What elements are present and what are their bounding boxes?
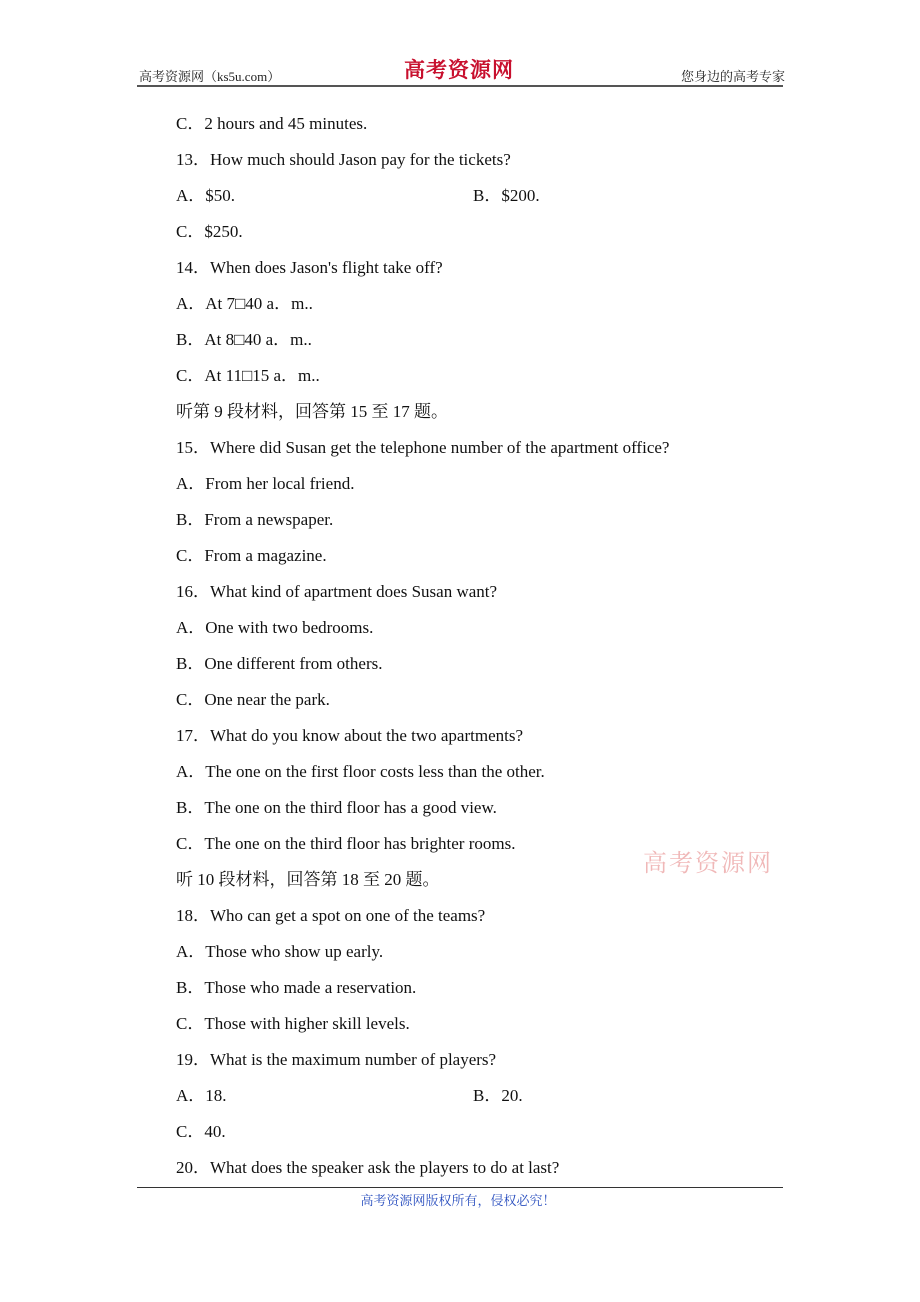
text-line <box>176 1014 410 1034</box>
line-text: A．At 7□40 a．m.. <box>176 294 313 313</box>
text-line <box>176 798 497 818</box>
line-text-column2: B．$200. <box>473 186 540 205</box>
text-line <box>176 870 440 890</box>
header-left: 高考资源网（ks5u.com） <box>139 69 281 84</box>
footer-divider <box>137 1187 783 1188</box>
text-line <box>176 510 333 530</box>
text-line <box>176 726 523 746</box>
line-text: 13．How much should Jason pay for the tickets? <box>176 150 511 169</box>
footer-text: 高考资源网版权所有，侵权必究！ <box>360 1193 556 1208</box>
text-line <box>176 834 515 854</box>
line-text: A．18. <box>176 1086 227 1105</box>
line-text: 15．Where did Susan get the telephone number of the apartment office? <box>176 438 670 457</box>
text-line <box>176 186 540 206</box>
text-line <box>176 942 383 962</box>
header-right: 您身边的高考专家 <box>680 69 785 84</box>
line-text: B．At 8□40 a．m.. <box>176 330 312 349</box>
line-text: C．At 11□15 a．m.. <box>176 366 320 385</box>
text-line <box>176 1050 496 1070</box>
line-text: A．$50. <box>176 186 236 205</box>
text-line <box>176 1122 226 1142</box>
line-text: 14．When does Jason's flight take off? <box>176 258 443 277</box>
text-line <box>176 1086 523 1106</box>
line-text: 20．What does the speaker ask the players to do at last? <box>176 1158 560 1177</box>
line-text: C．$250. <box>176 222 243 241</box>
line-text: A．One with two bedrooms. <box>176 618 374 637</box>
line-text: C．The one on the third floor has brighter rooms. <box>176 834 516 853</box>
line-text: C．Those with higher skill levels. <box>176 1014 410 1033</box>
line-text: C．40. <box>176 1122 226 1141</box>
text-line <box>176 906 485 926</box>
line-text: A．Those who show up early. <box>176 942 384 961</box>
text-line <box>176 1158 559 1178</box>
line-text: A．From her local friend. <box>176 474 355 493</box>
line-text: C．2 hours and 45 minutes. <box>176 114 368 133</box>
logo: 高考资源网 <box>404 58 514 82</box>
watermark: 高考资源网 <box>643 851 773 877</box>
text-line <box>176 582 497 602</box>
line-text: 17．What do you know about the two apartments? <box>176 726 524 745</box>
line-text: 18．Who can get a spot on one of the teams? <box>176 906 486 925</box>
text-line <box>176 690 330 710</box>
line-text: A．The one on the first floor costs less than the other. <box>176 762 545 781</box>
line-text: 19．What is the maximum number of players? <box>176 1050 497 1069</box>
line-text: C．From a magazine. <box>176 546 327 565</box>
text-line <box>176 222 243 242</box>
text-line <box>176 402 448 422</box>
header-divider <box>137 85 783 87</box>
line-text: 听 10 段材料，回答第 18 至 20 题。 <box>176 870 440 889</box>
line-text-column2: B．20. <box>473 1086 523 1105</box>
line-text: C．One near the park. <box>176 690 330 709</box>
text-line <box>176 546 327 566</box>
text-line <box>176 438 669 458</box>
text-line <box>176 618 373 638</box>
text-line <box>176 978 416 998</box>
line-text: 16．What kind of apartment does Susan want? <box>176 582 498 601</box>
text-line <box>176 294 313 314</box>
line-text: B．The one on the third floor has a good view. <box>176 798 497 817</box>
text-line <box>176 474 354 494</box>
text-line <box>176 114 367 134</box>
text-line <box>176 366 320 386</box>
text-line <box>176 654 382 674</box>
text-line <box>176 150 511 170</box>
text-line <box>176 258 443 278</box>
text-line <box>176 330 312 350</box>
text-line <box>176 762 545 782</box>
line-text: B．One different from others. <box>176 654 383 673</box>
line-text: B．From a newspaper. <box>176 510 334 529</box>
line-text: 听第 9 段材料，回答第 15 至 17 题。 <box>176 402 448 421</box>
line-text: B．Those who made a reservation. <box>176 978 417 997</box>
